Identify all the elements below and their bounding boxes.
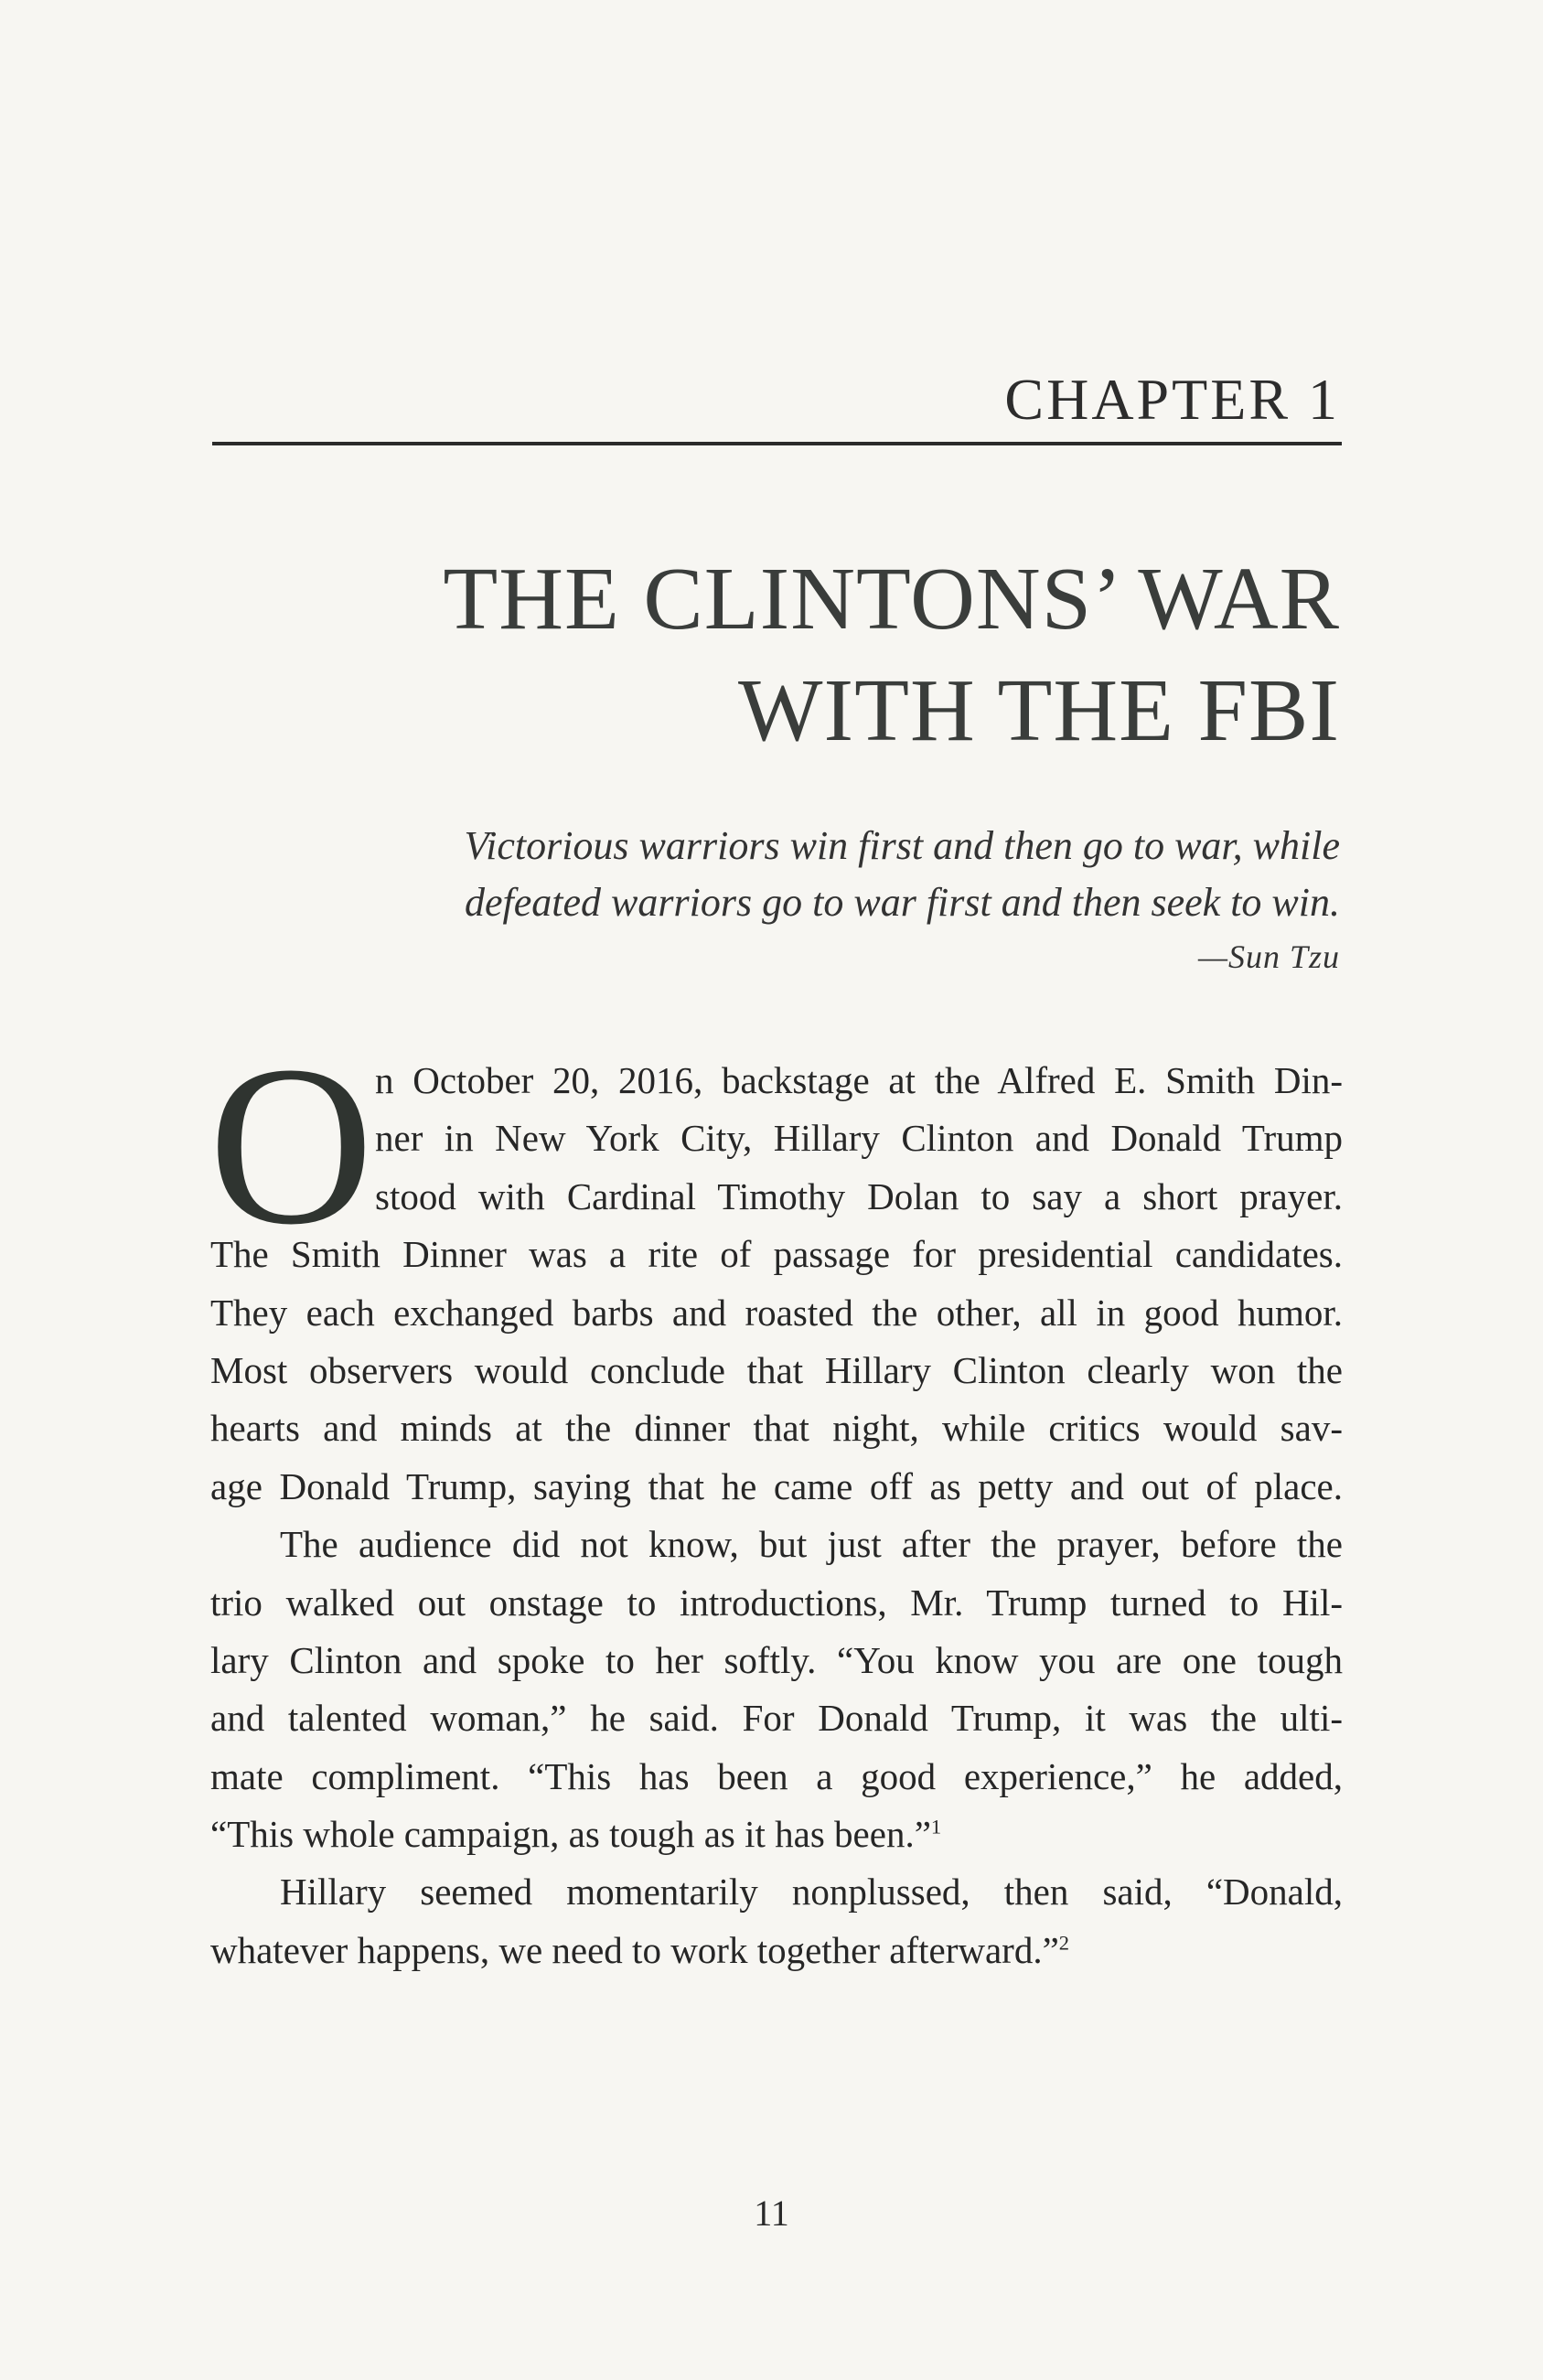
body-line: ner in New York City, Hillary Clinton and Donald Trump	[375, 1117, 1343, 1160]
body-line-text: “This whole campaign, as tough as it has been.”	[210, 1813, 931, 1856]
body-line: age Donald Trump, saying that he came off as petty and out of place.	[210, 1464, 1343, 1507]
body-line: and talented woman,” he said. For Donald Trump, it was the ulti-	[210, 1697, 1343, 1740]
body-line: stood with Cardinal Timothy Dolan to say a short prayer.	[375, 1174, 1343, 1217]
body-line: trio walked out onstage to introductions, Mr. Trump turned to Hil-	[210, 1581, 1343, 1624]
body-line-text: whatever happens, we need to work together afterward.”	[210, 1928, 1059, 1971]
body-line-with-footnote	[210, 1806, 1343, 1863]
epigraph-line-1: Victorious warriors win first and then go to war, while	[464, 823, 1340, 868]
page-number: 11	[754, 2192, 789, 2234]
epigraph-attribution	[464, 931, 1340, 982]
body-line: lary Clinton and spoke to her softly. “You know you are one tough	[210, 1638, 1343, 1681]
epigraph	[464, 818, 1340, 982]
body-line-with-footnote	[210, 1922, 1343, 1979]
attribution-name-first: Sun	[1227, 938, 1280, 975]
body-line: The audience did not know, but just after the prayer, before the	[280, 1523, 1343, 1566]
chapter-label: CHAPTER 1	[1004, 367, 1340, 432]
body-line: The Smith Dinner was a rite of passage for presidential candidates.	[210, 1233, 1343, 1276]
body-line: mate compliment. “This has been a good experience,” he added,	[210, 1754, 1343, 1797]
chapter-rule	[212, 442, 1342, 445]
body-line: Hillary seemed momentarily nonplussed, then said, “Donald,	[280, 1871, 1343, 1914]
body-text	[210, 1052, 1343, 1979]
footnote-marker[interactable]: 2	[1058, 1931, 1070, 1955]
chapter-title	[443, 543, 1340, 767]
body-line: Most observers would conclude that Hillary Clinton clearly won the	[210, 1348, 1343, 1391]
attribution-name-last: Tzu	[1289, 938, 1340, 975]
body-line: n October 20, 2016, backstage at the Alfred E. Smith Din-	[375, 1059, 1343, 1101]
footnote-marker[interactable]: 1	[930, 1815, 942, 1839]
chapter-title-line-1: THE CLINTONS’ WAR	[443, 550, 1340, 649]
chapter-title-line-2: WITH THE FBI	[738, 661, 1340, 760]
attribution-dash: —	[1197, 938, 1228, 975]
body-line: They each exchanged barbs and roasted the other, all in good humor.	[210, 1291, 1343, 1334]
body-line: hearts and minds at the dinner that night, while critics would sav-	[210, 1407, 1343, 1450]
drop-cap: O	[209, 1019, 374, 1272]
epigraph-line-2: defeated warriors go to war first and then seek to win.	[465, 880, 1340, 925]
